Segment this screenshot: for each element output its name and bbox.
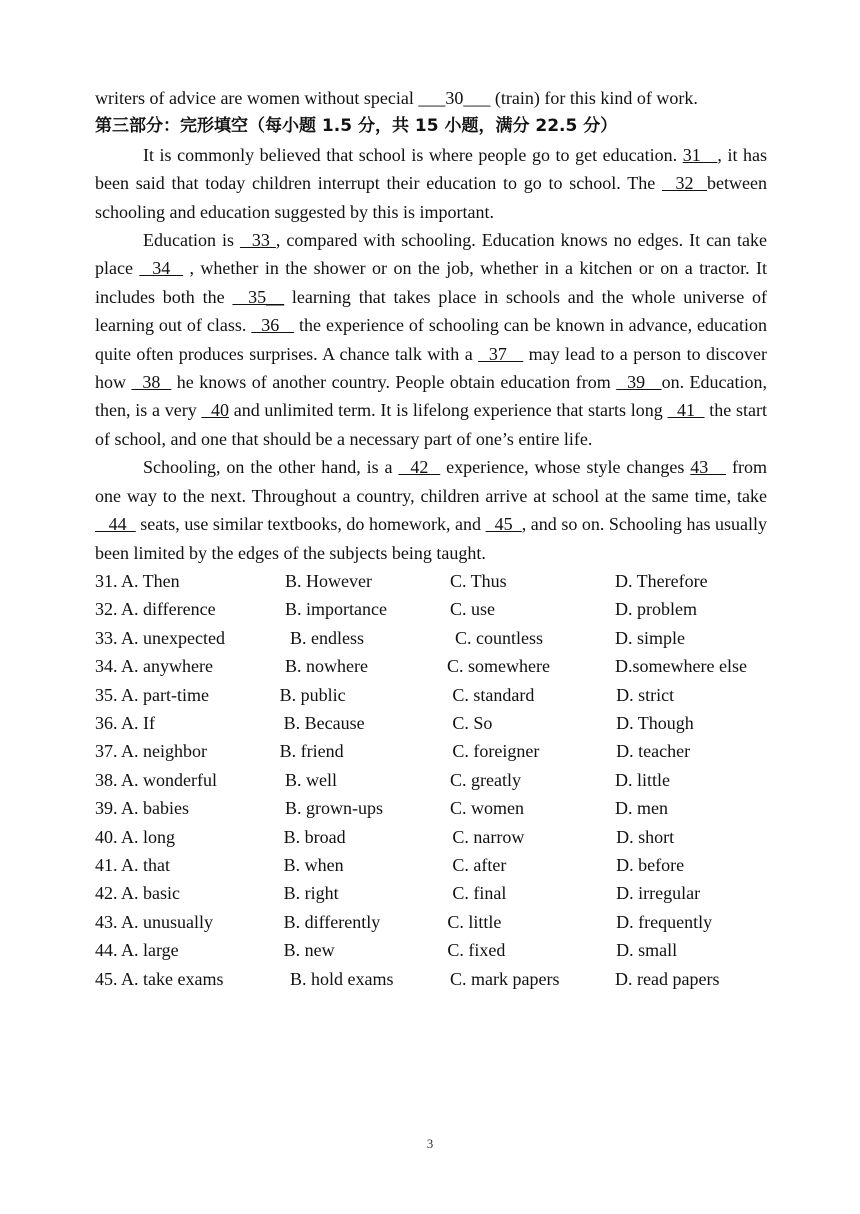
page-number: 3 [426,1136,434,1151]
blank-30: ___30___ [418,88,491,108]
option-b: B. endless [290,627,364,648]
option-b: B. nowhere [285,656,368,677]
document-page [95,84,767,993]
blank-43: 43 [690,457,727,478]
text-run: from one way to the next. Throughout a country, children arrive at school at the same time, take [95,457,767,506]
option-a: 37. A. neighbor [95,741,207,762]
blank-33: 33 [239,230,276,251]
option-c: C. little [447,911,502,932]
option-b: B. friend [279,741,344,762]
option-b: B. However [285,570,372,591]
blank-40: 40 [201,400,229,421]
text-run: the start of school, and one that should be a necessary part of one’s entire life. [95,400,768,449]
option-a: 45. A. take exams [95,968,224,989]
blank-39: 39 [616,372,662,393]
option-d: D. simple [615,627,685,648]
option-row-41 [95,851,767,879]
blank-37: 37 [478,343,524,364]
blank-35: 35__ [232,286,285,307]
option-b: B. when [283,854,344,875]
blank-42: 42 [398,457,441,478]
blank-36: 36 [251,315,295,336]
text-run: (train) for this kind of work. [490,88,698,108]
option-b: B. importance [285,599,387,620]
option-row-38 [95,766,767,794]
option-a: 31. A. Then [95,570,180,591]
option-row-36 [95,709,767,737]
option-d: D. teacher [616,741,691,762]
option-row-43 [95,908,767,936]
text-run: experience, whose style changes [440,457,691,478]
option-a: 36. A. If [95,712,155,733]
option-d: D. read papers [615,968,720,989]
text-run: It is commonly believed that school is where people go to get education. [143,144,683,165]
text-run: and unlimited term. It is lifelong experience that starts long [228,400,668,421]
option-row-35 [95,681,767,709]
text-run: he knows of another country. People obtain education from [171,372,617,393]
text-run: may lead to a person to discover how [95,343,767,393]
option-c: C. mark papers [450,968,560,989]
option-c: C. narrow [452,826,525,847]
passage-paragraph-3 [95,453,767,567]
option-c: C. final [452,883,507,904]
passage-paragraph-1 [95,141,767,226]
option-c: C. countless [455,627,543,648]
text-run: , compared with schooling. Education knows no edges. It can take place [95,230,768,279]
option-row-39 [95,794,767,822]
option-b: B. differently [283,911,381,932]
option-d: D. before [616,854,685,875]
option-b: B. grown-ups [285,798,383,819]
option-a: 33. A. unexpected [95,627,225,648]
option-a: 38. A. wonderful [95,769,217,790]
text-run: learning that takes place in schools and the whole universe of learning out of class. [95,286,768,336]
blank-44: 44 [95,514,136,535]
option-d: D. little [615,769,670,790]
text-run: seats, use similar textbooks, do homework, and [135,514,486,535]
option-b: B. public [279,684,346,705]
option-a: 43. A. unusually [95,911,214,932]
option-c: C. greatly [450,769,521,790]
option-row-32 [95,595,767,623]
option-c: C. Thus [450,570,507,591]
option-c: C. use [450,599,495,620]
option-a: 35. A. part-time [95,684,209,705]
section-heading: 第三部分：完形填空（每小题 1.5 分，共 15 小题，满分 22.5 分） [95,116,618,137]
option-b: B. hold exams [290,968,394,989]
option-d: D. Therefore [615,570,708,591]
passage-paragraph-2 [95,226,767,453]
option-b: B. right [283,883,339,904]
option-row-40 [95,823,767,851]
text-run: Education is [143,230,240,251]
option-d: D. small [616,940,678,961]
option-d: D. strict [616,684,675,705]
option-a: 40. A. long [95,826,176,847]
option-c: C. after [452,854,507,875]
option-c: C. women [450,798,524,819]
option-b: B. Because [283,712,365,733]
option-c: C. So [452,712,493,733]
option-c: C. fixed [447,940,506,961]
text-run: between schooling and education suggested by this is important. [95,173,767,222]
option-c: C. standard [452,684,535,705]
text-run: on. Education, then, is a very [95,372,768,421]
blank-31: 31 [682,144,718,165]
option-c: C. foreigner [452,741,540,762]
option-a: 44. A. large [95,940,179,961]
option-a: 32. A. difference [95,599,216,620]
option-row-42 [95,879,767,907]
option-row-44 [95,936,767,964]
option-b: B. broad [283,826,346,847]
blank-34: 34 [139,258,184,279]
option-d: D. men [615,798,668,819]
blank-45: 45 [485,514,522,535]
option-a: 41. A. that [95,854,170,875]
text-run: Schooling, on the other hand, is a [143,457,399,478]
option-d: D. irregular [616,883,701,904]
option-row-37 [95,737,767,765]
text-run: writers of advice are women without special [95,88,419,108]
option-b: B. well [285,769,337,790]
option-d: D. Though [616,712,694,733]
option-a: 42. A. basic [95,883,180,904]
blank-38: 38 [131,372,172,393]
blank-41: 41 [667,400,705,421]
option-b: B. new [283,940,335,961]
text-run: , whether in the shower or on the job, whether in a kitchen or on a tractor. It includes both the [95,258,767,307]
options-list [95,567,767,993]
text-run: , and so on. Schooling has usually been limited by the edges of the subjects being taught. [95,514,767,563]
blank-32: 32 [661,173,708,194]
option-d: D. short [616,826,675,847]
option-d: D. problem [615,599,697,620]
option-row-33 [95,624,767,652]
option-row-45 [95,965,767,993]
continued-line [95,84,767,112]
option-row-31 [95,567,767,595]
option-d: D. frequently [616,911,713,932]
option-c: C. somewhere [447,656,550,677]
option-d: D.somewhere else [615,656,747,677]
option-a: 34. A. anywhere [95,656,213,677]
text-run: the experience of schooling can be known in advance, education quite often produces surprises. A chance talk with a [95,315,767,364]
text-run: , it has been said that today children interrupt their education to go to school. The [95,144,767,194]
option-row-34 [95,652,767,680]
option-a: 39. A. babies [95,798,189,819]
